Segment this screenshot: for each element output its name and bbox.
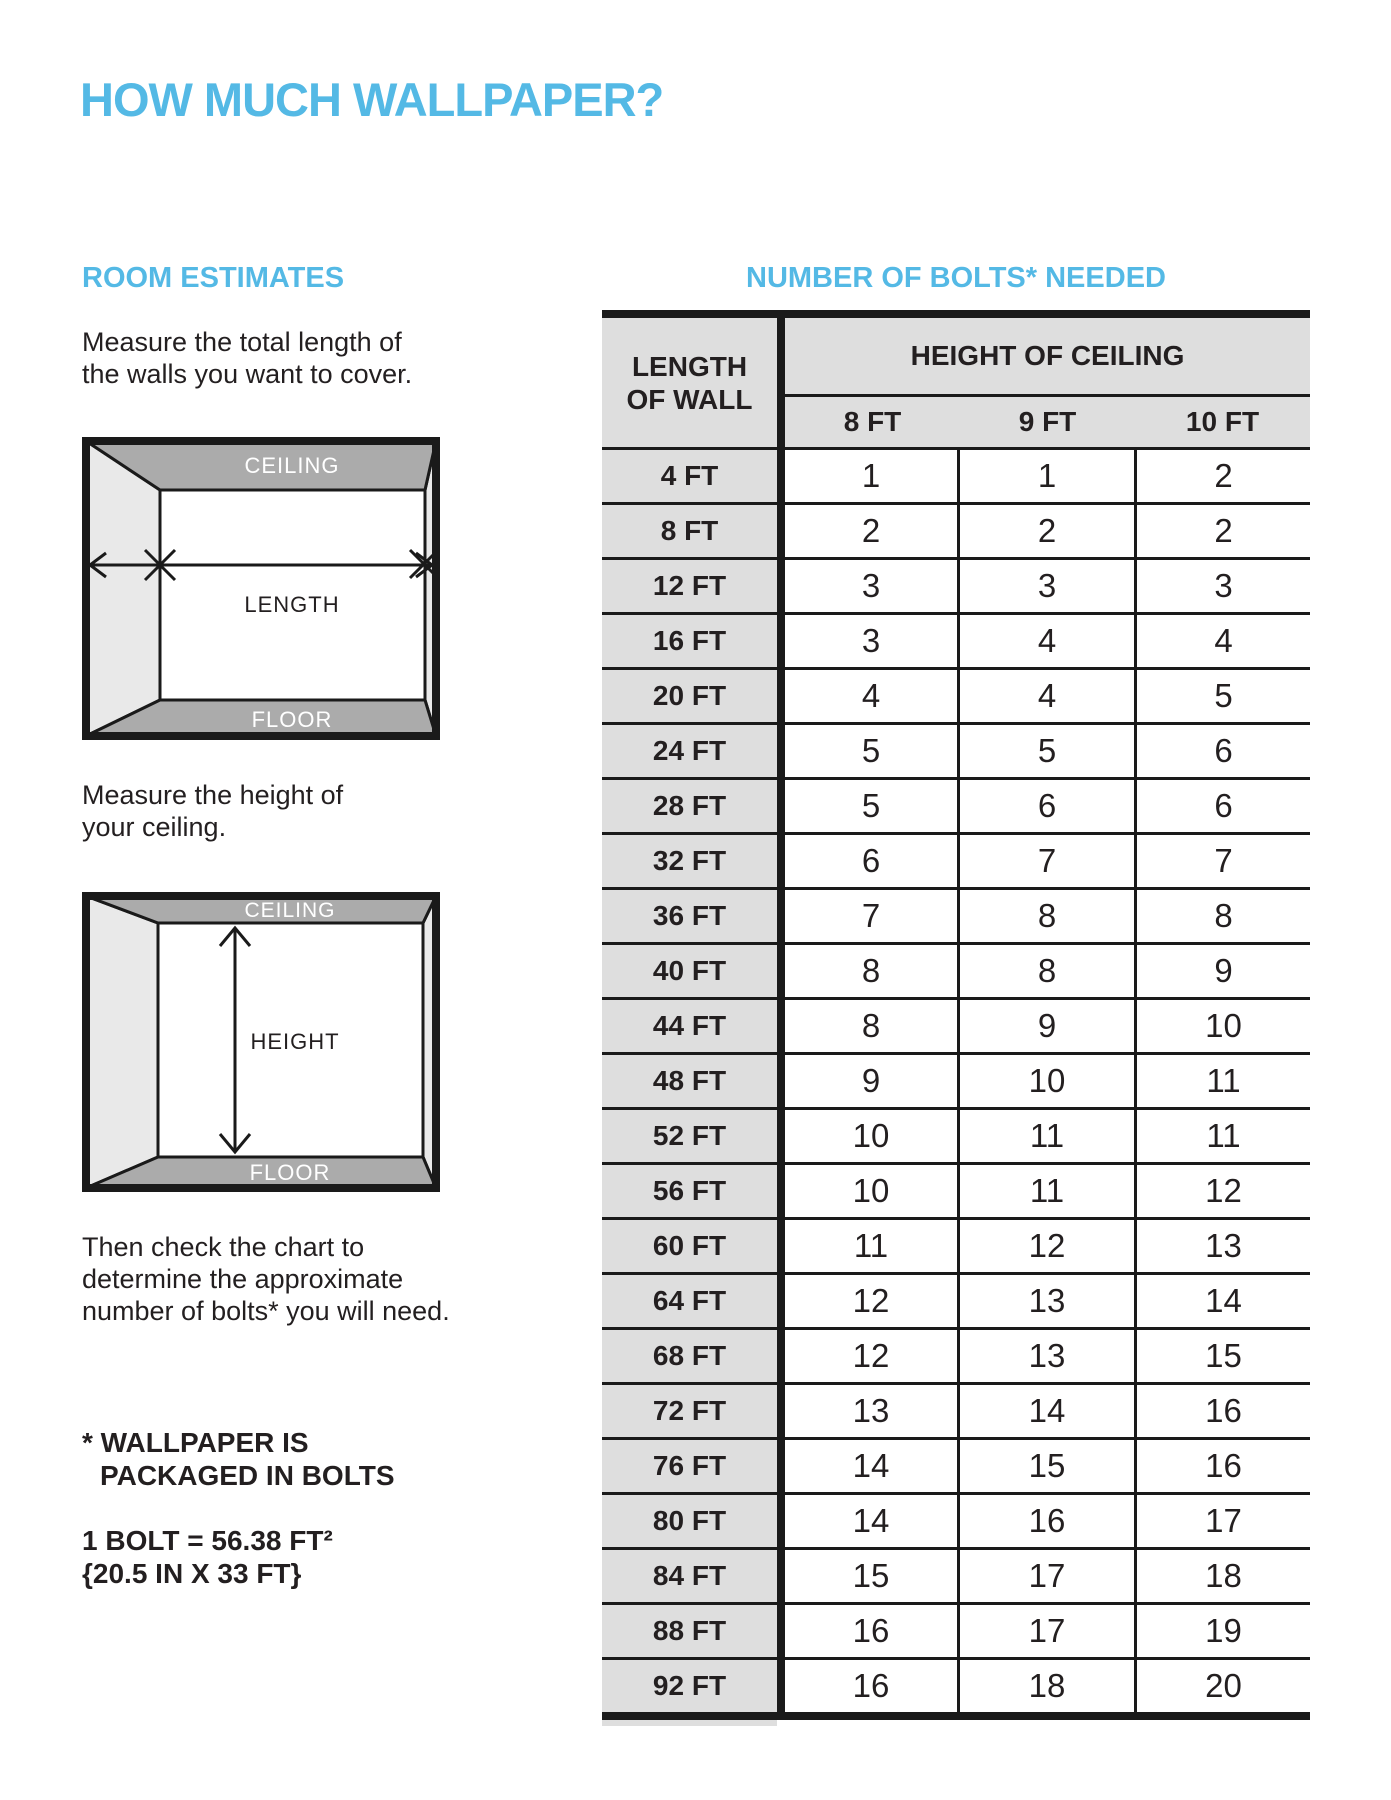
paragraph-line: Then check the chart to bbox=[82, 1232, 365, 1262]
row-label-cell: 76 FT bbox=[602, 1437, 777, 1492]
bolt-count-cell: 8 bbox=[960, 887, 1134, 942]
wallpaper-bolts-note bbox=[82, 1426, 395, 1492]
bolt-count-cell: 4 bbox=[785, 667, 957, 722]
bolt-count-cell: 6 bbox=[960, 777, 1134, 832]
bolt-count-cell: 12 bbox=[785, 1272, 957, 1327]
bolt-count-cell: 10 bbox=[960, 1052, 1134, 1107]
bolt-count-cell: 5 bbox=[1137, 667, 1310, 722]
left-wall-shape bbox=[86, 896, 158, 1188]
row-label-cell: 8 FT bbox=[602, 502, 777, 557]
bolt-count-cell: 16 bbox=[785, 1657, 957, 1712]
bolt-count-cell: 3 bbox=[785, 612, 957, 667]
bolt-count-cell: 13 bbox=[785, 1382, 957, 1437]
bolt-count-cell: 6 bbox=[1137, 722, 1310, 777]
bolt-count-cell: 8 bbox=[960, 942, 1134, 997]
bolt-spec-line: {20.5 IN X 33 FT} bbox=[82, 1558, 302, 1589]
bolt-count-cell: 5 bbox=[960, 722, 1134, 777]
bolt-count-cell: 14 bbox=[1137, 1272, 1310, 1327]
row-label-cell: 32 FT bbox=[602, 832, 777, 887]
header-line-text: OF WALL bbox=[626, 383, 753, 415]
floor-label: FLOOR bbox=[251, 707, 333, 732]
bolt-count-cell: 14 bbox=[785, 1492, 957, 1547]
row-label-cell: 84 FT bbox=[602, 1547, 777, 1602]
row-label-cell: 4 FT bbox=[602, 447, 777, 502]
row-label-cell: 44 FT bbox=[602, 997, 777, 1052]
table-foot-sliver bbox=[602, 1720, 777, 1726]
bolt-count-cell: 16 bbox=[960, 1492, 1134, 1547]
bolt-count-cell: 10 bbox=[1137, 997, 1310, 1052]
paragraph-measure-height bbox=[82, 779, 343, 843]
bolt-count-cell: 5 bbox=[785, 777, 957, 832]
ceiling-label: CEILING bbox=[244, 899, 336, 922]
bolt-count-cell: 6 bbox=[1137, 777, 1310, 832]
note-line: * WALLPAPER IS bbox=[82, 1427, 309, 1458]
bolt-count-cell: 9 bbox=[960, 997, 1134, 1052]
bolt-count-cell: 6 bbox=[785, 832, 957, 887]
bolt-count-cell: 12 bbox=[1137, 1162, 1310, 1217]
bolt-count-cell: 11 bbox=[960, 1107, 1134, 1162]
bolt-count-cell: 17 bbox=[1137, 1492, 1310, 1547]
bolt-count-cell: 3 bbox=[1137, 557, 1310, 612]
bolt-count-cell: 12 bbox=[785, 1327, 957, 1382]
column-header-10ft: 10 FT bbox=[1185, 406, 1260, 437]
bolt-count-cell: 16 bbox=[1137, 1382, 1310, 1437]
length-label: LENGTH bbox=[244, 592, 340, 617]
left-wall-shape bbox=[86, 441, 160, 736]
bolt-count-cell: 7 bbox=[960, 832, 1134, 887]
bolt-count-cell: 7 bbox=[1137, 832, 1310, 887]
bolt-count-cell: 2 bbox=[960, 502, 1134, 557]
bolt-count-cell: 9 bbox=[1137, 942, 1310, 997]
bolts-needed-heading: NUMBER OF BOLTS* NEEDED bbox=[746, 262, 1166, 294]
paragraph-line: the walls you want to cover. bbox=[82, 359, 413, 389]
paragraph-check-chart bbox=[82, 1231, 450, 1327]
bolt-spec bbox=[82, 1524, 333, 1590]
bolt-count-cell: 1 bbox=[785, 447, 957, 502]
column-header-8ft: 8 FT bbox=[843, 406, 902, 437]
bolt-count-cell: 4 bbox=[1137, 612, 1310, 667]
row-label-cell: 36 FT bbox=[602, 887, 777, 942]
page-title: HOW MUCH WALLPAPER? bbox=[80, 73, 664, 126]
row-label-cell: 80 FT bbox=[602, 1492, 777, 1547]
bolt-count-cell: 9 bbox=[785, 1052, 957, 1107]
bolt-count-cell: 3 bbox=[960, 557, 1134, 612]
bolt-count-cell: 16 bbox=[1137, 1437, 1310, 1492]
ceiling-height-subheaders bbox=[785, 397, 1310, 447]
bolt-count-cell: 11 bbox=[960, 1162, 1134, 1217]
bolt-count-cell: 1 bbox=[960, 447, 1134, 502]
row-label-cell: 40 FT bbox=[602, 942, 777, 997]
bolt-count-cell: 5 bbox=[785, 722, 957, 777]
height-label: HEIGHT bbox=[250, 1029, 340, 1054]
bolt-count-cell: 16 bbox=[785, 1602, 957, 1657]
height-of-ceiling-header: HEIGHT OF CEILING bbox=[785, 318, 1310, 394]
bolt-count-cell: 8 bbox=[1137, 887, 1310, 942]
bolt-count-cell: 2 bbox=[1137, 447, 1310, 502]
ceiling-label: CEILING bbox=[244, 453, 340, 478]
bolt-count-cell: 14 bbox=[960, 1382, 1134, 1437]
length-of-wall-header bbox=[602, 318, 777, 447]
bolt-count-cell: 8 bbox=[785, 997, 957, 1052]
ceiling-height-diagram bbox=[82, 892, 440, 1192]
paragraph-line: Measure the height of bbox=[82, 780, 344, 810]
bolt-count-cell: 15 bbox=[1137, 1327, 1310, 1382]
bolt-count-cell: 19 bbox=[1137, 1602, 1310, 1657]
bolt-count-cell: 15 bbox=[785, 1547, 957, 1602]
bolts-table-grid bbox=[602, 310, 1310, 1720]
row-label-cell: 28 FT bbox=[602, 777, 777, 832]
row-label-cell: 48 FT bbox=[602, 1052, 777, 1107]
row-label-cell: 12 FT bbox=[602, 557, 777, 612]
bolt-count-cell: 13 bbox=[960, 1272, 1134, 1327]
row-label-cell: 16 FT bbox=[602, 612, 777, 667]
row-label-cell: 72 FT bbox=[602, 1382, 777, 1437]
header-line-text: LENGTH bbox=[631, 350, 748, 382]
bolt-count-cell: 15 bbox=[960, 1437, 1134, 1492]
row-label-cell: 56 FT bbox=[602, 1162, 777, 1217]
paragraph-line: determine the approximate bbox=[82, 1264, 404, 1294]
row-label-cell: 92 FT bbox=[602, 1657, 777, 1712]
room-length-diagram bbox=[82, 437, 440, 740]
bolt-count-cell: 18 bbox=[1137, 1547, 1310, 1602]
bolt-count-cell: 17 bbox=[960, 1547, 1134, 1602]
bolt-count-cell: 10 bbox=[785, 1162, 957, 1217]
bolt-count-cell: 8 bbox=[785, 942, 957, 997]
row-label-cell: 60 FT bbox=[602, 1217, 777, 1272]
room-estimates-heading: ROOM ESTIMATES bbox=[82, 262, 345, 294]
column-header-9ft: 9 FT bbox=[1018, 406, 1077, 437]
bolt-count-cell: 11 bbox=[1137, 1052, 1310, 1107]
row-label-cell: 88 FT bbox=[602, 1602, 777, 1657]
bolt-count-cell: 4 bbox=[960, 612, 1134, 667]
paragraph-line: Measure the total length of bbox=[82, 327, 402, 357]
table-vertical-divider bbox=[777, 318, 785, 1712]
row-label-cell: 64 FT bbox=[602, 1272, 777, 1327]
row-label-cell: 52 FT bbox=[602, 1107, 777, 1162]
bolt-count-cell: 2 bbox=[1137, 502, 1310, 557]
bolt-count-cell: 20 bbox=[1137, 1657, 1310, 1712]
bolt-count-cell: 11 bbox=[785, 1217, 957, 1272]
bolt-count-cell: 12 bbox=[960, 1217, 1134, 1272]
paragraph-line: number of bolts* you will need. bbox=[82, 1296, 450, 1326]
bolt-count-cell: 17 bbox=[960, 1602, 1134, 1657]
bolt-count-cell: 11 bbox=[1137, 1107, 1310, 1162]
floor-label: FLOOR bbox=[249, 1160, 331, 1185]
bolt-count-cell: 10 bbox=[785, 1107, 957, 1162]
bolt-count-cell: 2 bbox=[785, 502, 957, 557]
bolt-count-cell: 7 bbox=[785, 887, 957, 942]
bolt-count-cell: 3 bbox=[785, 557, 957, 612]
note-line: PACKAGED IN BOLTS bbox=[100, 1460, 395, 1491]
row-label-cell: 24 FT bbox=[602, 722, 777, 777]
bolt-count-cell: 13 bbox=[960, 1327, 1134, 1382]
bolt-count-cell: 13 bbox=[1137, 1217, 1310, 1272]
bolt-spec-line: 1 BOLT = 56.38 FT² bbox=[82, 1525, 333, 1556]
row-label-cell: 68 FT bbox=[602, 1327, 777, 1382]
paragraph-measure-length bbox=[82, 326, 412, 390]
row-label-cell: 20 FT bbox=[602, 667, 777, 722]
bolt-count-cell: 14 bbox=[785, 1437, 957, 1492]
bolt-count-cell: 18 bbox=[960, 1657, 1134, 1712]
bolt-count-cell: 4 bbox=[960, 667, 1134, 722]
paragraph-line: your ceiling. bbox=[82, 812, 227, 842]
